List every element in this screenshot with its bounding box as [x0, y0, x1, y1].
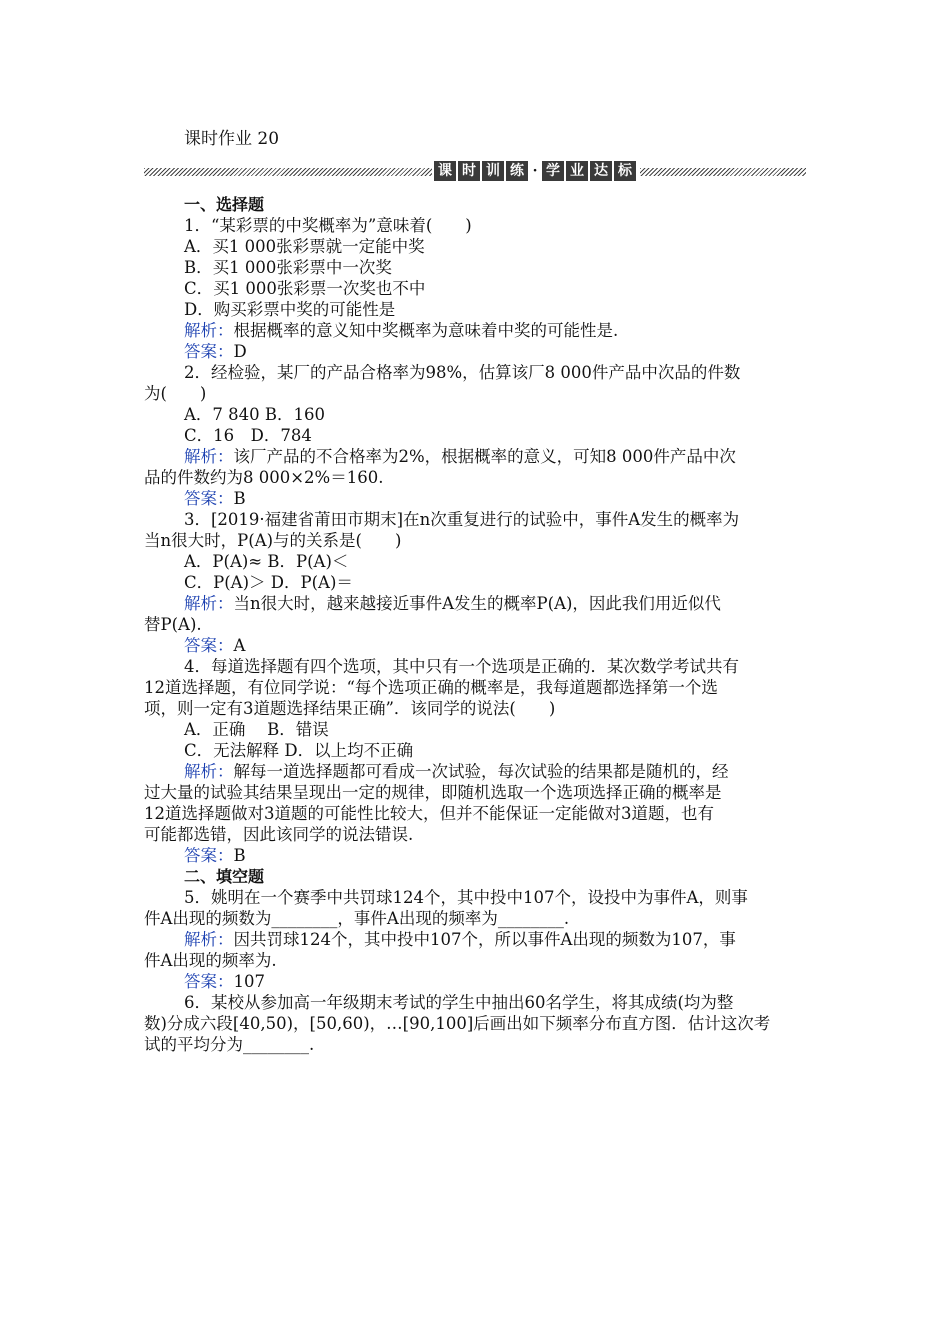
answer-label: 答案：	[184, 342, 234, 361]
analysis	[144, 761, 806, 782]
answer-value: 107	[233, 972, 265, 991]
question-stem: 1．“某彩票的中奖概率为”意味着( )	[184, 216, 472, 235]
analysis	[144, 320, 806, 341]
option: B．买1 000张彩票中一次奖	[184, 258, 392, 277]
analysis	[144, 446, 806, 467]
answer-value: B	[233, 846, 246, 865]
question-stem-cont: 数)分成六段[40,50)，[50,60)，…[90,100]后画出如下频率分布直方图．估计这次考	[144, 1014, 771, 1033]
answer	[144, 488, 806, 509]
answer-label: 答案：	[184, 489, 234, 508]
analysis-label: 解析：	[184, 594, 234, 613]
banner-dot: ·	[532, 163, 538, 179]
question-stem-cont: 项，则一定有3道题选择结果正确”．该同学的说法( )	[144, 699, 556, 718]
option: C．16 D．784	[184, 426, 312, 445]
answer	[144, 845, 806, 866]
analysis-text: 解每一道选择题都可看成一次试验，每次试验的结果都是随机的，经	[233, 762, 729, 781]
answer-value: B	[233, 489, 246, 508]
section-heading: 一、选择题	[184, 195, 265, 214]
analysis-cont: 过大量的试验其结果呈现出一定的规律，即随机选取一个选项选择正确的概率是	[144, 783, 722, 802]
option: A．买1 000张彩票就一定能中奖	[184, 237, 425, 256]
analysis-text: 因共罚球124个，其中投中107个，所以事件A出现的频数为107，事	[233, 930, 736, 949]
question-stem-cont: 试的平均分为________.	[144, 1035, 315, 1054]
question-stem: 4．每道选择题有四个选项，其中只有一个选项是正确的．某次数学考试共有	[184, 657, 739, 676]
analysis-label: 解析：	[184, 762, 234, 781]
analysis-text: 该厂产品的不合格率为2%，根据概率的意义，可知8 000件产品中次	[233, 447, 736, 466]
option: A．7 840 B．160	[184, 405, 326, 424]
question-stem-cont: 件A出现的频数为________，事件A出现的频率为________.	[144, 909, 570, 928]
worksheet-body	[144, 194, 806, 1055]
analysis-label: 解析：	[184, 321, 234, 340]
banner-char: 学	[542, 161, 564, 181]
answer-label: 答案：	[184, 636, 234, 655]
question-stem: 3．[2019·福建省莆田市期末]在n次重复进行的试验中，事件A发生的概率为	[184, 510, 740, 529]
analysis-label: 解析：	[184, 447, 234, 466]
banner-char: 练	[506, 161, 528, 181]
option: C．P(A)＞ D．P(A)＝	[184, 573, 353, 592]
banner-title	[434, 160, 638, 182]
section-heading: 二、填空题	[184, 867, 265, 886]
banner-char: 时	[458, 161, 480, 181]
answer-value: D	[233, 342, 247, 361]
answer	[144, 341, 806, 362]
option: C．无法解释 D．以上均不正确	[184, 741, 414, 760]
question-stem: 2．经检验，某厂的产品合格率为98%，估算该厂8 000件产品中次品的件数	[184, 363, 741, 382]
option: A．P(A)≈ B．P(A)＜	[184, 552, 349, 571]
analysis-cont: 品的件数约为8 000×2%＝160.	[144, 468, 384, 487]
banner-char: 达	[590, 161, 612, 181]
page-title: 课时作业 20	[184, 129, 280, 149]
banner-hatch-right	[640, 168, 806, 176]
answer-label: 答案：	[184, 972, 234, 991]
analysis-text: 当n很大时，越来越接近事件A发生的概率P(A)，因此我们用近似代	[233, 594, 721, 613]
section-banner	[144, 160, 806, 184]
analysis-cont: 可能都选错，因此该同学的说法错误.	[144, 825, 414, 844]
option: A．正确 B．错误	[184, 720, 329, 739]
analysis-label: 解析：	[184, 930, 234, 949]
answer-label: 答案：	[184, 846, 234, 865]
answer-value: A	[233, 636, 246, 655]
option: D．购买彩票中奖的可能性是	[184, 300, 396, 319]
analysis	[144, 593, 806, 614]
banner-char: 业	[566, 161, 588, 181]
question-stem-cont: 当n很大时，P(A)与的关系是( )	[144, 531, 402, 550]
question-stem: 5．姚明在一个赛季中共罚球124个，其中投中107个，设投中为事件A，则事	[184, 888, 748, 907]
banner-char: 课	[434, 161, 456, 181]
banner-char: 训	[482, 161, 504, 181]
analysis-cont: 替P(A).	[144, 615, 202, 634]
analysis	[144, 929, 806, 950]
analysis-cont: 件A出现的频率为.	[144, 951, 277, 970]
analysis-cont: 12道选择题做对3道题的可能性比较大，但并不能保证一定能做对3道题，也有	[144, 804, 714, 823]
option: C．买1 000张彩票一次奖也不中	[184, 279, 426, 298]
question-stem-cont: 12道选择题，有位同学说：“每个选项正确的概率是，我每道题都选择第一个选	[144, 678, 718, 697]
banner-char: 标	[614, 161, 636, 181]
answer	[144, 635, 806, 656]
answer	[144, 971, 806, 992]
question-stem: 6．某校从参加高一年级期末考试的学生中抽出60名学生，将其成绩(均为整	[184, 993, 734, 1012]
analysis-text: 根据概率的意义知中奖概率为意味着中奖的可能性是.	[233, 321, 619, 340]
question-stem-cont: 为( )	[144, 384, 207, 403]
banner-hatch-left	[144, 168, 432, 176]
